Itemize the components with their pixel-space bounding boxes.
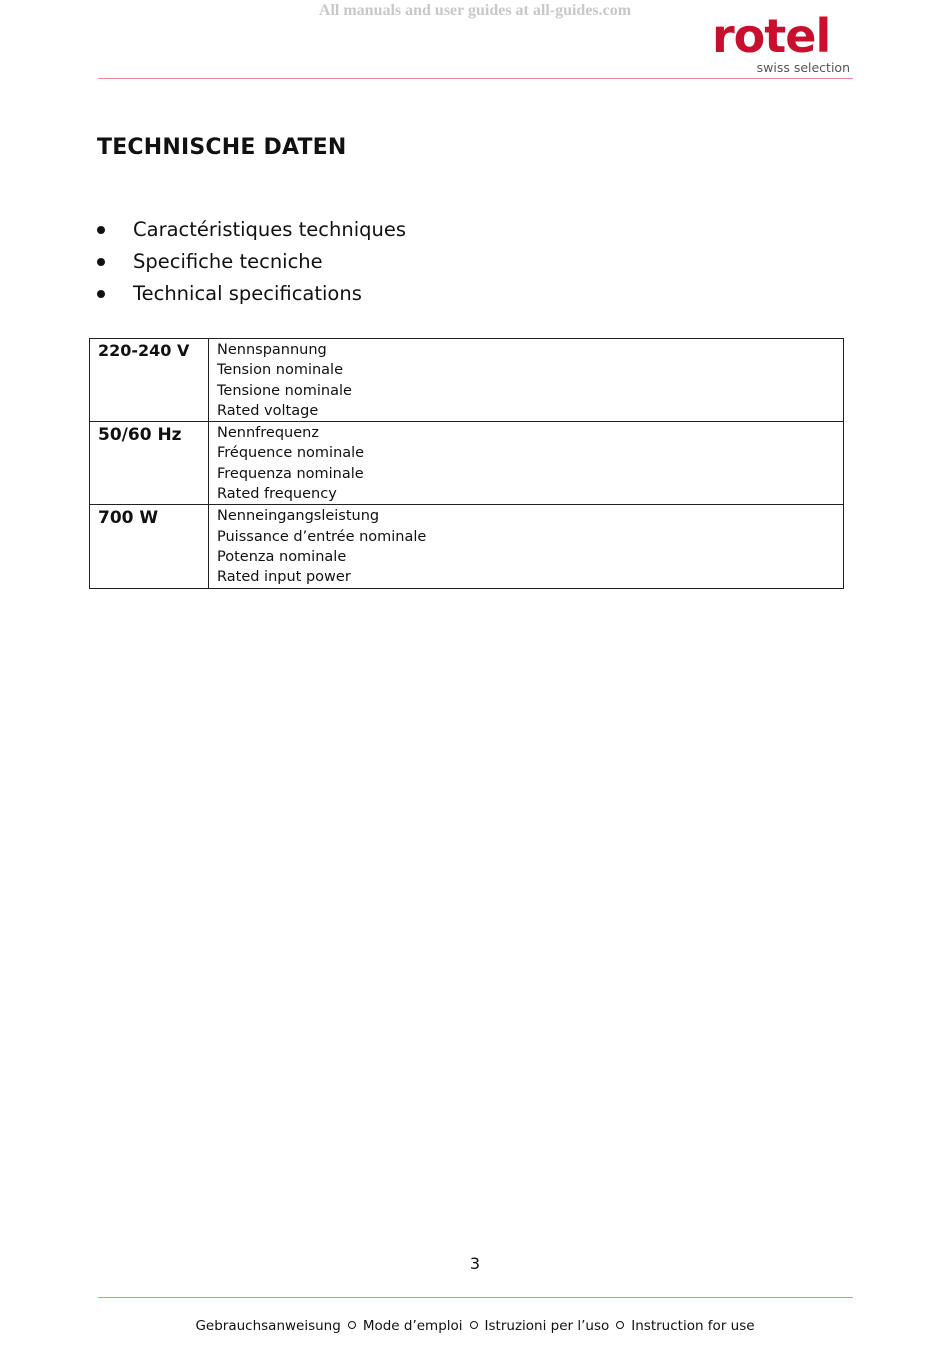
table-row [90,339,844,422]
spec-label: Potenza nominale [217,548,347,565]
footer-divider [98,1297,853,1298]
bullet-icon [97,258,105,266]
list-item [97,246,406,278]
page-number: 3 [469,1254,481,1273]
circle-separator-icon [348,1321,356,1329]
spec-label: Nennspannung [217,342,327,358]
circle-separator-icon [470,1321,478,1329]
spec-label: Tensione nominale [217,382,352,399]
footer-item: Mode d’emploi [362,1318,463,1334]
watermark-text: All manuals and user guides at all-guides.com [318,2,632,19]
spec-label: Rated frequency [217,486,337,503]
language-list [97,214,406,310]
bullet-icon [97,290,105,298]
spec-label: Rated voltage [217,402,319,419]
spec-label: Tension nominale [217,362,343,379]
spec-label: Nenneingangsleistung [217,508,380,525]
footer [0,1318,950,1334]
list-item [97,278,406,310]
logo-tagline: swiss selection [756,60,850,75]
list-item [97,214,406,246]
spec-value: 700 W [90,505,209,588]
footer-item: Gebrauchsanweisung [195,1318,341,1334]
spec-table [89,338,844,589]
table-row [90,505,844,588]
bullet-icon [97,226,105,234]
spec-label: Puissance d’entrée nominale [217,528,427,545]
list-item-label: Technical specifications [133,282,362,305]
spec-value: 220-240 V [90,339,209,422]
spec-description [209,422,844,505]
spec-label: Nennfrequenz [217,425,319,442]
list-item-label: Caractéristiques techniques [133,218,407,241]
footer-item: Istruzioni per l’uso [484,1318,610,1334]
list-item-label: Specifiche tecniche [133,250,323,273]
page-title: TECHNISCHE DATEN [97,135,347,160]
spec-label: Frequenza nominale [217,465,364,482]
brand-logo [712,9,852,79]
logo-wordmark: rotel [712,9,831,63]
table-row [90,422,844,505]
spec-label: Rated input power [217,569,351,586]
spec-label: Fréquence nominale [217,445,365,462]
spec-description [209,339,844,422]
spec-description [209,505,844,588]
circle-separator-icon [616,1321,624,1329]
footer-item: Instruction for use [631,1318,755,1334]
header-divider [98,78,853,79]
spec-value: 50/60 Hz [90,422,209,505]
